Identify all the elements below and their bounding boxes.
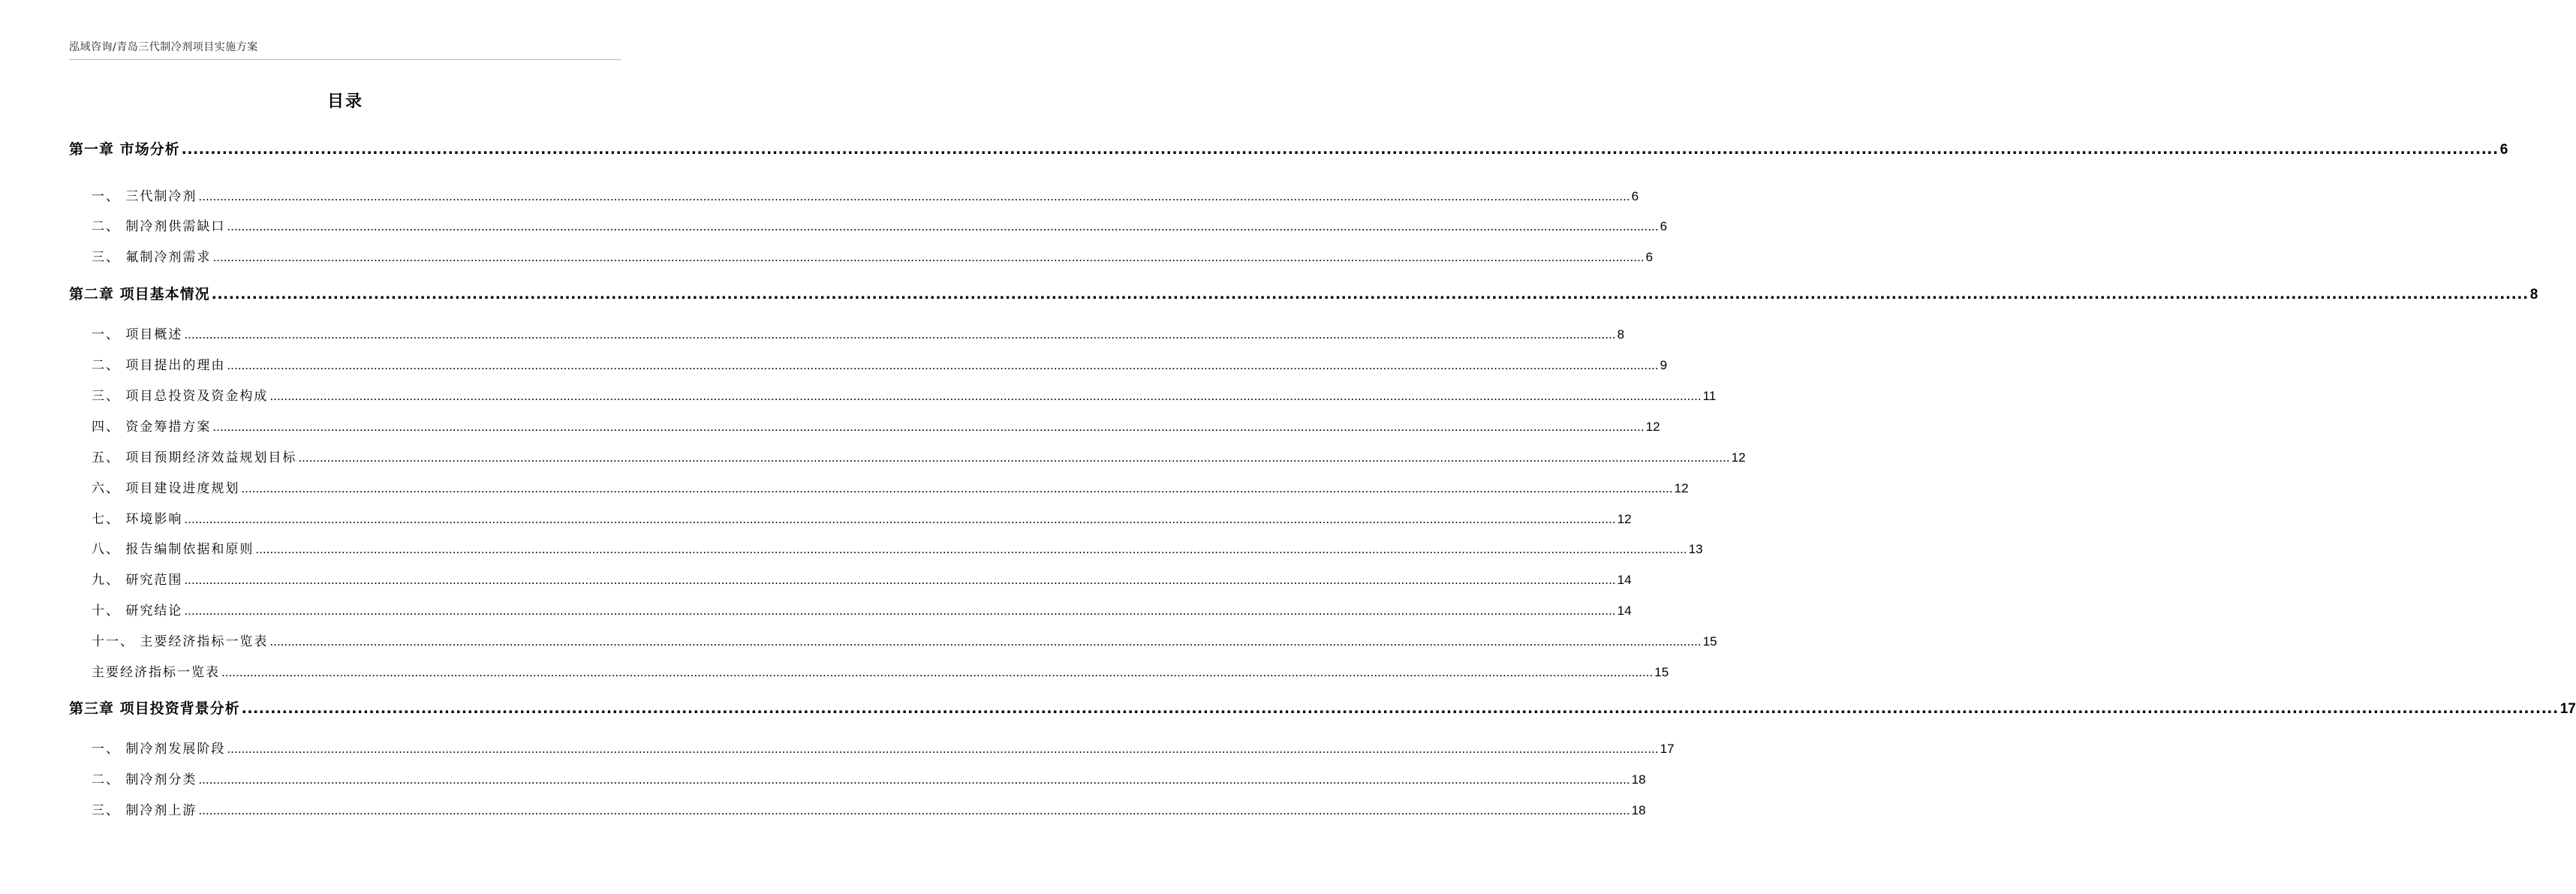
toc-entry-label: 三、 项目总投资及资金构成 — [92, 389, 269, 404]
dot-leader: ................................................................................................................................................................................................................................................................................................................................................................................................................ — [241, 700, 2559, 717]
toc-entry-page: 6 — [1631, 189, 1639, 203]
dot-leader: ................................................................................................................................................................................................................................................................................................................................................................................................................ — [227, 220, 1659, 233]
page-title: 目录 — [327, 92, 363, 111]
toc-entry-page: 6 — [2499, 142, 2508, 158]
dot-leader: ................................................................................................................................................................................................................................................................................................................................................................................................................ — [212, 420, 1645, 434]
toc-entry-label: 二、 制冷剂分类 — [92, 772, 197, 787]
toc-entry-page: 18 — [1631, 803, 1646, 817]
toc-entry-label: 一、 制冷剂发展阶段 — [92, 742, 226, 757]
toc-entry-label: 第三章 项目投资背景分析 — [69, 700, 240, 717]
dot-leader: ................................................................................................................................................................................................................................................................................................................................................................................................................ — [184, 604, 1616, 618]
toc-entry-page: 13 — [1688, 542, 1703, 556]
toc-entry-section[interactable] — [92, 769, 1646, 787]
dot-leader: ................................................................................................................................................................................................................................................................................................................................................................................................................ — [212, 251, 1645, 264]
dot-leader: ................................................................................................................................................................................................................................................................................................................................................................................................................ — [198, 190, 1630, 203]
toc-entry-section[interactable] — [92, 631, 1717, 649]
toc-entry-section[interactable] — [92, 185, 1639, 204]
toc-entry-page: 8 — [1617, 327, 1625, 342]
toc-entry-page: 17 — [1660, 742, 1675, 756]
toc-entry-label: 一、 三代制冷剂 — [92, 189, 197, 204]
dot-leader: ................................................................................................................................................................................................................................................................................................................................................................................................................ — [198, 773, 1630, 787]
toc-entry-label: 三、 氟制冷剂需求 — [92, 250, 212, 265]
toc-entry-section[interactable] — [92, 477, 1689, 496]
toc-entry-section[interactable] — [92, 385, 1717, 404]
toc-entry-page: 11 — [1702, 389, 1717, 403]
dot-leader: ................................................................................................................................................................................................................................................................................................................................................................................................................ — [269, 635, 1702, 649]
toc-entry-section[interactable] — [92, 738, 1675, 757]
dot-leader: ................................................................................................................................................................................................................................................................................................................................................................................................................ — [227, 742, 1659, 756]
toc-entry-label: 第二章 项目基本情况 — [69, 286, 210, 303]
toc-entry-section[interactable] — [92, 799, 1646, 818]
toc-entry-page: 14 — [1617, 604, 1632, 618]
toc-entry-section[interactable] — [92, 661, 1669, 680]
toc-entry-label: 十一、 主要经济指标一览表 — [92, 634, 269, 649]
toc-entry-label: 主要经济指标一览表 — [92, 665, 220, 680]
toc-entry-page: 17 — [2559, 701, 2576, 717]
toc-entry-section[interactable] — [92, 447, 1746, 465]
toc-entry-label: 五、 项目预期经济效益规划目标 — [92, 450, 297, 465]
toc-entry-section[interactable] — [92, 215, 1668, 234]
toc-entry-label: 十、 研究结论 — [92, 604, 183, 619]
toc-entry-section[interactable] — [92, 538, 1703, 557]
toc-entry-section[interactable] — [92, 569, 1632, 588]
toc-entry-label: 九、 研究范围 — [92, 573, 183, 588]
toc-entry-label: 二、 项目提出的理由 — [92, 358, 226, 373]
toc-entry-section[interactable] — [92, 354, 1668, 373]
toc-entry-page: 12 — [1731, 450, 1746, 465]
dot-leader: ................................................................................................................................................................................................................................................................................................................................................................................................................ — [211, 286, 2529, 303]
toc-entry-label: 二、 制冷剂供需缺口 — [92, 219, 226, 234]
toc-entry-chapter[interactable] — [69, 283, 2538, 303]
toc-entry-section[interactable] — [92, 246, 1654, 265]
toc-entry-chapter[interactable] — [69, 697, 2576, 718]
toc-entry-label: 一、 项目概述 — [92, 327, 183, 342]
toc-entry-page: 12 — [1674, 481, 1689, 495]
dot-leader: ................................................................................................................................................................................................................................................................................................................................................................................................................ — [198, 804, 1630, 817]
toc-entry-page: 18 — [1631, 772, 1646, 787]
dot-leader: ................................................................................................................................................................................................................................................................................................................................................................................................................ — [221, 666, 1654, 679]
dot-leader: ................................................................................................................................................................................................................................................................................................................................................................................................................ — [184, 328, 1616, 342]
running-header: 泓域咨询/青岛三代制冷剂项目实施方案 — [69, 41, 258, 53]
toc-entry-page: 6 — [1645, 250, 1654, 264]
toc-entry-label: 第一章 市场分析 — [69, 141, 180, 158]
toc-entry-page: 14 — [1617, 573, 1632, 587]
toc-entry-page: 15 — [1654, 665, 1669, 679]
toc-entry-page: 8 — [2529, 287, 2538, 303]
toc-entry-section[interactable] — [92, 508, 1632, 527]
toc-entry-label: 三、 制冷剂上游 — [92, 803, 197, 818]
toc-entry-label: 六、 项目建设进度规划 — [92, 481, 240, 496]
toc-entry-section[interactable] — [92, 600, 1632, 619]
dot-leader: ................................................................................................................................................................................................................................................................................................................................................................................................................ — [241, 482, 1673, 495]
toc-entry-section[interactable] — [92, 324, 1625, 342]
header-divider — [69, 59, 621, 60]
dot-leader: ................................................................................................................................................................................................................................................................................................................................................................................................................ — [227, 359, 1659, 372]
dot-leader: ................................................................................................................................................................................................................................................................................................................................................................................................................ — [184, 513, 1616, 526]
toc-entry-page: 15 — [1702, 634, 1717, 649]
toc-entry-chapter[interactable] — [69, 138, 2508, 158]
dot-leader: ................................................................................................................................................................................................................................................................................................................................................................................................................ — [255, 543, 1687, 556]
dot-leader: ................................................................................................................................................................................................................................................................................................................................................................................................................ — [298, 451, 1730, 465]
toc-entry-label: 八、 报告编制依据和原则 — [92, 542, 254, 557]
toc-entry-page: 6 — [1660, 219, 1668, 233]
toc-entry-section[interactable] — [92, 416, 1660, 435]
dot-leader: ................................................................................................................................................................................................................................................................................................................................................................................................................ — [269, 390, 1702, 403]
dot-leader: ................................................................................................................................................................................................................................................................................................................................................................................................................ — [181, 141, 2499, 158]
toc-entry-page: 9 — [1660, 358, 1668, 372]
toc-entry-page: 12 — [1645, 420, 1660, 434]
toc-entry-label: 七、 环境影响 — [92, 512, 183, 527]
toc-entry-page: 12 — [1617, 512, 1632, 526]
dot-leader: ................................................................................................................................................................................................................................................................................................................................................................................................................ — [184, 573, 1616, 587]
toc-entry-label: 四、 资金筹措方案 — [92, 420, 212, 435]
